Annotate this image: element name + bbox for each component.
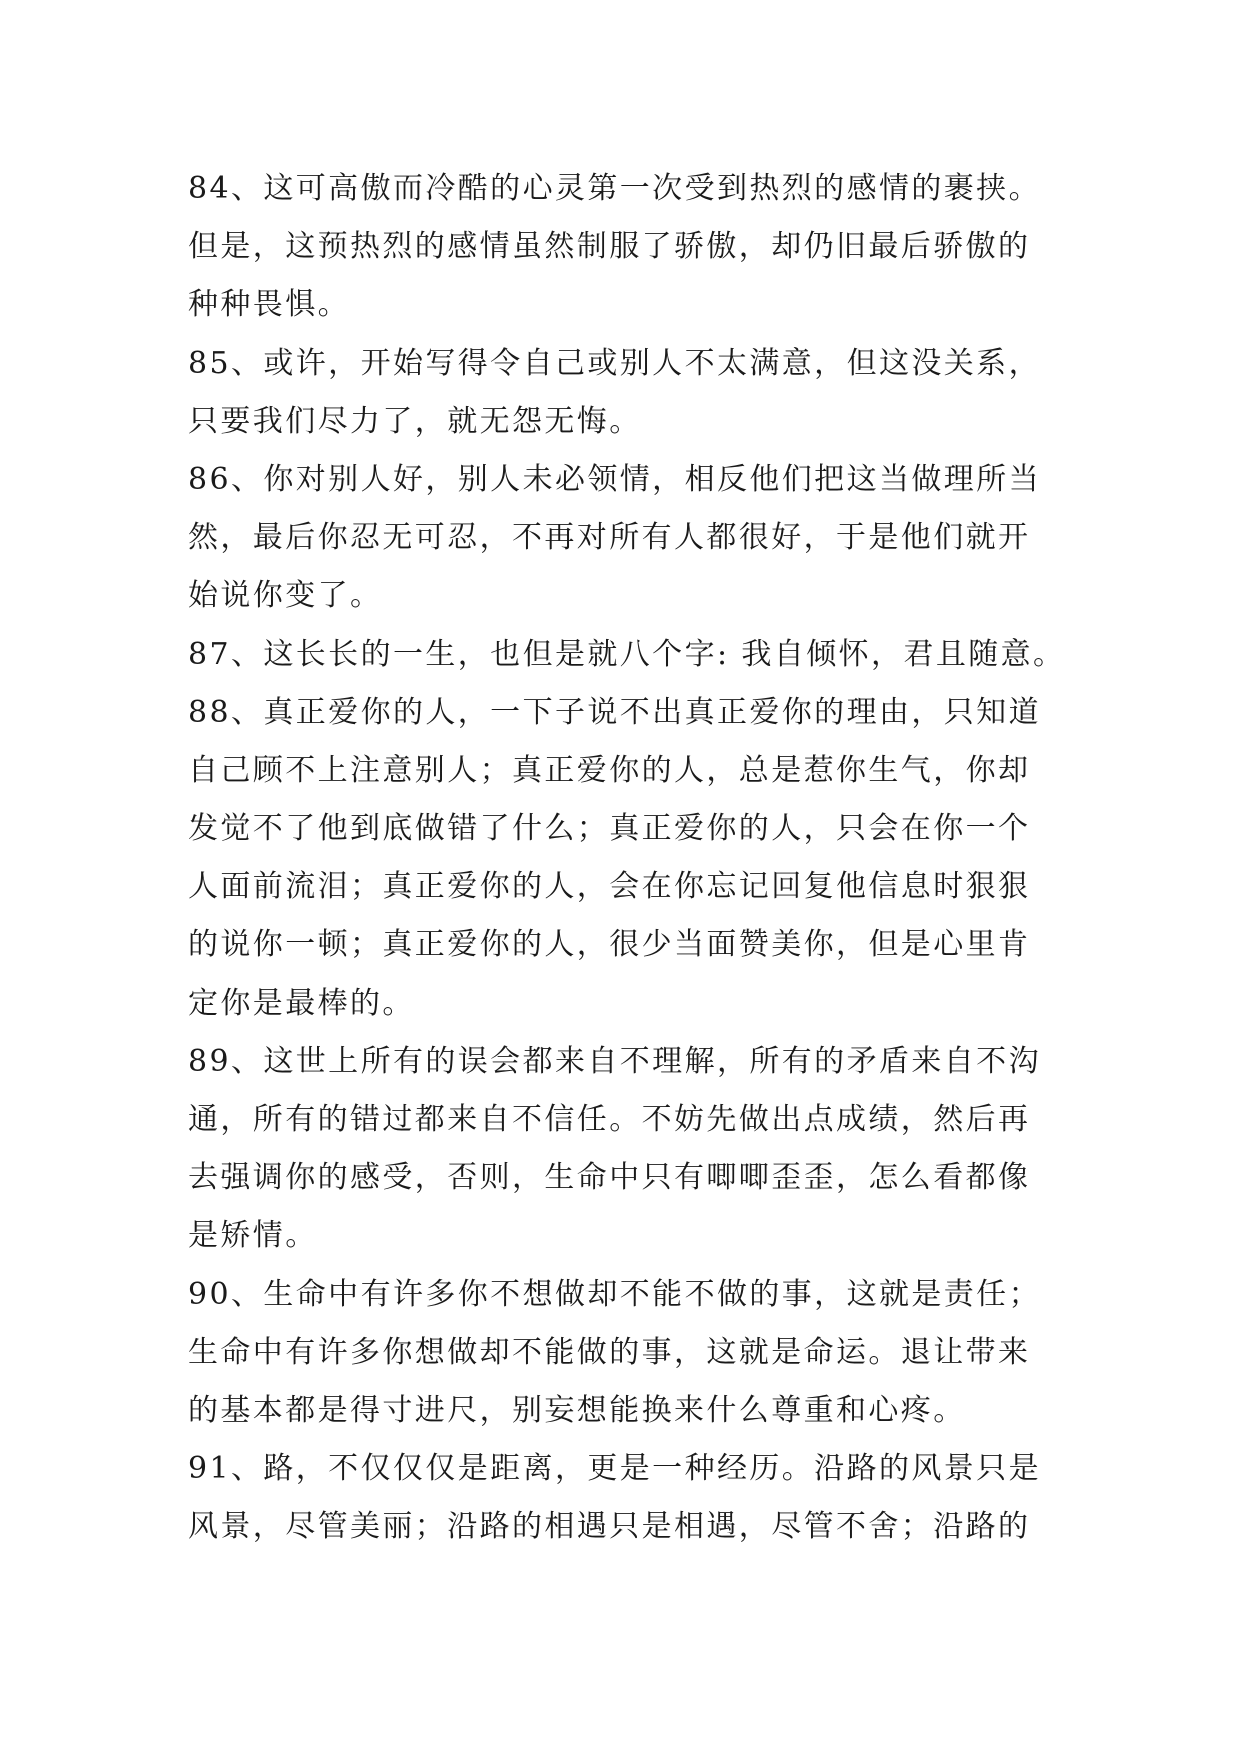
text-line: 生命中有许多你想做却不能做的事，这就是命运。退让带来 xyxy=(188,1334,1031,1370)
text-line: 90、生命中有许多你不想做却不能不做的事，这就是责任； xyxy=(188,1276,1041,1312)
text-line: 只要我们尽力了，就无怨无悔。 xyxy=(188,403,642,439)
text-line: 风景，尽管美丽；沿路的相遇只是相遇，尽管不舍；沿路的 xyxy=(188,1509,1031,1545)
text-line: 定你是最棒的。 xyxy=(188,985,415,1021)
text-line: 是矫情。 xyxy=(188,1218,318,1254)
text-line: 去强调你的感受，否则，生命中只有唧唧歪歪，怎么看都像 xyxy=(188,1160,1031,1196)
text-line: 人面前流泪；真正爱你的人，会在你忘记回复他信息时狠狠 xyxy=(188,869,1031,905)
text-line: 的基本都是得寸进尺，别妄想能换来什么尊重和心疼。 xyxy=(188,1392,966,1428)
text-line: 87、这长长的一生，也但是就八个字: 我自倾怀，君且随意。 xyxy=(188,636,1066,672)
text-line: 91、路，不仅仅仅是距离，更是一种经历。沿路的风景只是 xyxy=(188,1451,1041,1487)
text-line: 发觉不了他到底做错了什么；真正爱你的人，只会在你一个 xyxy=(188,811,1031,847)
text-line: 通，所有的错过都来自不信任。不妨先做出点成绩，然后再 xyxy=(188,1102,1031,1137)
text-line: 的说你一顿；真正爱你的人，很少当面赞美你，但是心里肯 xyxy=(188,927,1031,963)
text-line: 但是，这预热烈的感情虽然制服了骄傲，却仍旧最后骄傲的 xyxy=(188,229,1031,265)
text-line: 88、真正爱你的人，一下子说不出真正爱你的理由，只知道 xyxy=(188,694,1041,730)
text-line: 种种畏惧。 xyxy=(188,287,350,323)
document-body xyxy=(188,160,1068,1557)
text-line: 86、你对别人好，别人未必领情，相反他们把这当做理所当 xyxy=(188,461,1041,497)
text-line: 85、或许，开始写得令自己或别人不太满意，但这没关系， xyxy=(188,345,1041,381)
text-line: 始说你变了。 xyxy=(188,578,383,614)
text-line: 自己顾不上注意别人；真正爱你的人，总是惹你生气，你却 xyxy=(188,752,1031,788)
text-line: 89、这世上所有的误会都来自不理解，所有的矛盾来自不沟 xyxy=(188,1043,1041,1079)
text-line: 84、这可高傲而冷酷的心灵第一次受到热烈的感情的裹挟。 xyxy=(188,171,1041,206)
text-line: 然，最后你忍无可忍，不再对所有人都很好，于是他们就开 xyxy=(188,520,1031,556)
